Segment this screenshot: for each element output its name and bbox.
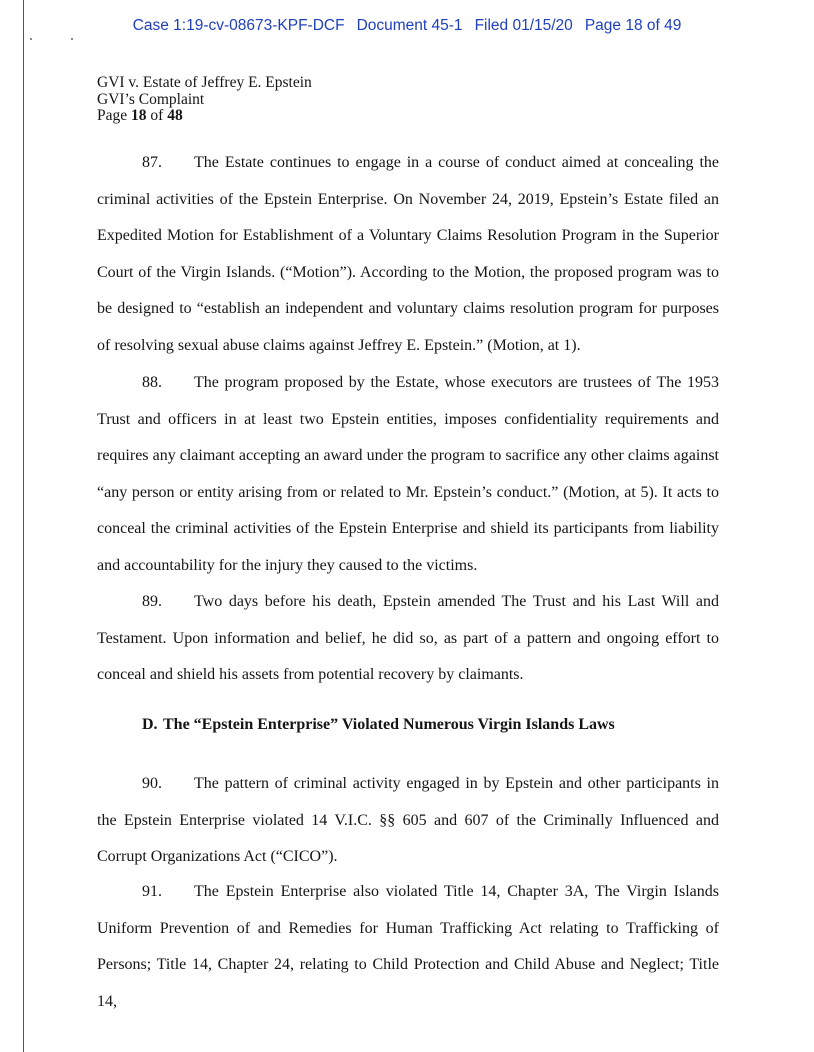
paragraph-text: The pattern of criminal activity engaged in by Epstein and other participants in the Epstein Enterprise violated 14 V.I.C. §§ 605 and 607 of the Criminally Influenced and Corrupt Organizations Act (“CICO”). <box>97 775 719 866</box>
stamp-page: Page 18 of 49 <box>584 17 682 34</box>
paragraph-number: 89. <box>142 593 162 610</box>
paragraph-87 <box>97 145 719 365</box>
page-prefix: Page <box>97 107 132 124</box>
paragraph-number: 88. <box>142 374 162 391</box>
paragraph-text: The Epstein Enterprise also violated Title 14, Chapter 3A, The Virgin Islands Uniform Prevention of and Remedies for Human Trafficking Act relating to Trafficking of Persons; Title 14, Chapter 24, relating to Child Protection and Child Abuse and Neglect; Title 14, <box>97 883 719 1010</box>
stamp-case-number: Case 1:19-cv-08673-KPF-DCF <box>132 17 345 34</box>
paragraph-text: The Estate continues to engage in a course of conduct aimed at concealing the criminal activities of the Epstein Enterprise. On November 24, 2019, Epstein’s Estate filed an Expedited Motion for Establishment of a Voluntary Claims Resolution Program in the Superior Court of the Virgin Islands. (“Motion”). According to the Motion, the proposed program was to be designed to “establish an independent and voluntary claims resolution program for purposes of resolving sexual abuse claims against Jeffrey E. Epstein.” (Motion, at 1). <box>97 154 719 354</box>
stamp-document: Document 45-1 <box>356 17 463 34</box>
paragraph-number: 91. <box>142 883 162 900</box>
paragraph-89 <box>97 584 719 694</box>
paragraph-90 <box>97 766 719 876</box>
page-edge-line <box>23 0 24 1052</box>
document-header <box>97 75 312 125</box>
paragraph-number: 87. <box>142 154 162 171</box>
court-filing-stamp <box>0 17 814 35</box>
header-case-title: GVI v. Estate of Jeffrey E. Epstein <box>97 74 312 91</box>
page-of: of <box>146 107 168 124</box>
paragraph-text: The program proposed by the Estate, whose executors are trustees of The 1953 Trust and officers in at least two Epstein entities, imposes confidentiality requirements and requires any claimant accepting an award under the program to sacrifice any other claims against “any person or entity arising from or related to Mr. Epstein’s conduct.” (Motion, at 5). It acts to conceal the criminal activities of the Epstein Enterprise and shield its participants from liability and accountability for the injury they caused to the victims. <box>97 374 719 574</box>
paragraph-88 <box>97 365 719 585</box>
header-document-title: GVI’s Complaint <box>97 90 205 108</box>
scan-speck <box>30 38 32 40</box>
page-total: 48 <box>167 107 183 124</box>
section-title: The “Epstein Enterprise” Violated Numerous Virgin Islands Laws <box>163 716 615 733</box>
section-letter: D. <box>142 716 158 733</box>
scan-speck <box>71 38 73 40</box>
paragraph-text: Two days before his death, Epstein amended The Trust and his Last Will and Testament. Upon information and belief, he did so, as part of a pattern and ongoing effort to conceal and shield his assets from potential recovery by claimants. <box>97 593 719 684</box>
paragraph-91 <box>97 874 719 1020</box>
paragraph-number: 90. <box>142 775 162 792</box>
stamp-filed-date: Filed 01/15/20 <box>474 17 573 34</box>
header-page-number <box>97 108 312 125</box>
section-heading <box>142 716 615 734</box>
page-current: 18 <box>131 107 147 124</box>
